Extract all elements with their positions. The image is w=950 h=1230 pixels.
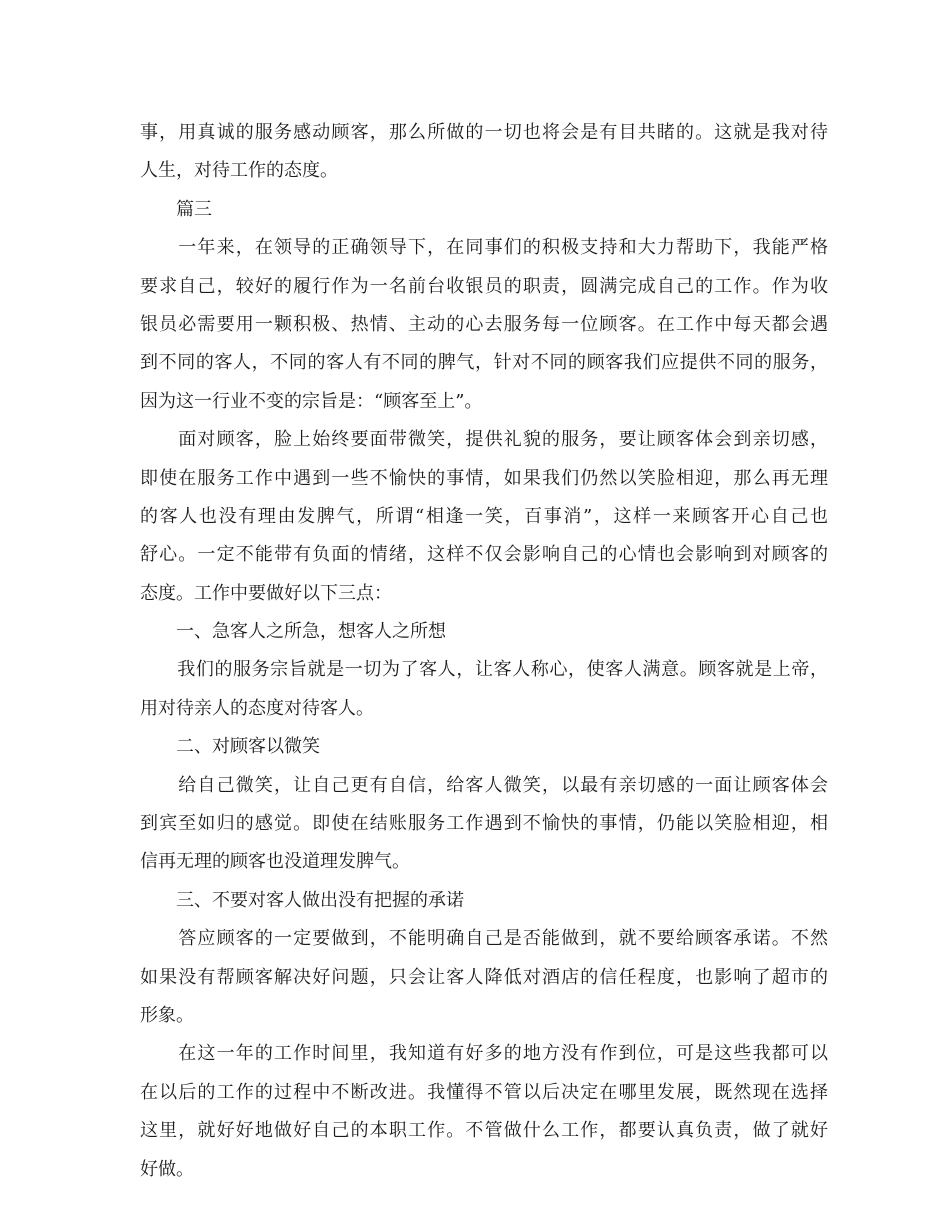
text-line: 我们的服务宗旨就是一切为了客人，让客人称心，使客人满意。顾客就是上帝， — [140, 659, 828, 681]
text-line: 因为这一行业不变的宗旨是：“顾客至上”。 — [140, 390, 483, 412]
body-text — [140, 114, 828, 1189]
text-line: 在这一年的工作时间里，我知道有好多的地方没有作到位，可是这些我都可以 — [140, 1043, 828, 1065]
text-line: 要求自己，较好的履行作为一名前台收银员的职责，圆满完成自己的工作。作为收 — [140, 275, 828, 297]
text-line: 一年来，在领导的正确领导下，在同事们的积极支持和大力帮助下，我能严格 — [140, 237, 828, 259]
list-heading: 二、对顾客以微笑 — [140, 736, 320, 758]
text-line: 到不同的客人，不同的客人有不同的脾气，针对不同的顾客我们应提供不同的服务， — [140, 352, 828, 374]
text-line: 人生，对待工作的态度。 — [140, 160, 338, 182]
text-line: 在以后的工作的过程中不断改进。我懂得不管以后决定在哪里发展，既然现在选择 — [140, 1081, 828, 1103]
text-line: 给自己微笑，让自己更有自信，给客人微笑，以最有亲切感的一面让顾客体会 — [140, 774, 828, 796]
text-line: 好做。 — [140, 1158, 194, 1180]
text-line: 面对顾客，脸上始终要面带微笑，提供礼貌的服务，要让顾客体会到亲切感， — [140, 429, 828, 451]
text-line: 的客人也没有理由发脾气，所谓“相逢一笑，百事消”，这样一来顾客开心自己也 — [140, 505, 828, 527]
text-line: 信再无理的顾客也没道理发脾气。 — [140, 851, 410, 873]
text-line: 用对待亲人的态度对待客人。 — [140, 697, 374, 719]
text-line: 这里，就好好地做好自己的本职工作。不管做什么工作，都要认真负责，做了就好 — [140, 1120, 828, 1142]
text-line: 即使在服务工作中遇到一些不愉快的事情，如果我们仍然以笑脸相迎，那么再无理 — [140, 467, 828, 489]
text-line: 事，用真诚的服务感动顾客，那么所做的一切也将会是有目共睹的。这就是我对待 — [140, 122, 828, 143]
text-line: 态度。工作中要做好以下三点： — [140, 582, 392, 604]
text-line: 形象。 — [140, 1004, 194, 1026]
list-heading: 三、不要对客人做出没有把握的承诺 — [140, 889, 464, 911]
text-line: 答应顾客的一定要做到，不能明确自己是否能做到，就不要给顾客承诺。不然 — [140, 928, 828, 950]
section-heading: 篇三 — [140, 198, 212, 220]
list-heading: 一、急客人之所急，想客人之所想 — [140, 621, 446, 643]
text-line: 到宾至如归的感觉。即使在结账服务工作遇到不愉快的事情，仍能以笑脸相迎，相 — [140, 813, 828, 835]
text-line: 舒心。一定不能带有负面的情绪，这样不仅会影响自己的心情也会影响到对顾客的 — [140, 544, 828, 566]
text-line: 如果没有帮顾客解决好问题，只会让客人降低对酒店的信任程度，也影响了超市的 — [140, 966, 828, 988]
text-line: 银员必需要用一颗积极、热情、主动的心去服务每一位顾客。在工作中每天都会遇 — [140, 313, 828, 335]
